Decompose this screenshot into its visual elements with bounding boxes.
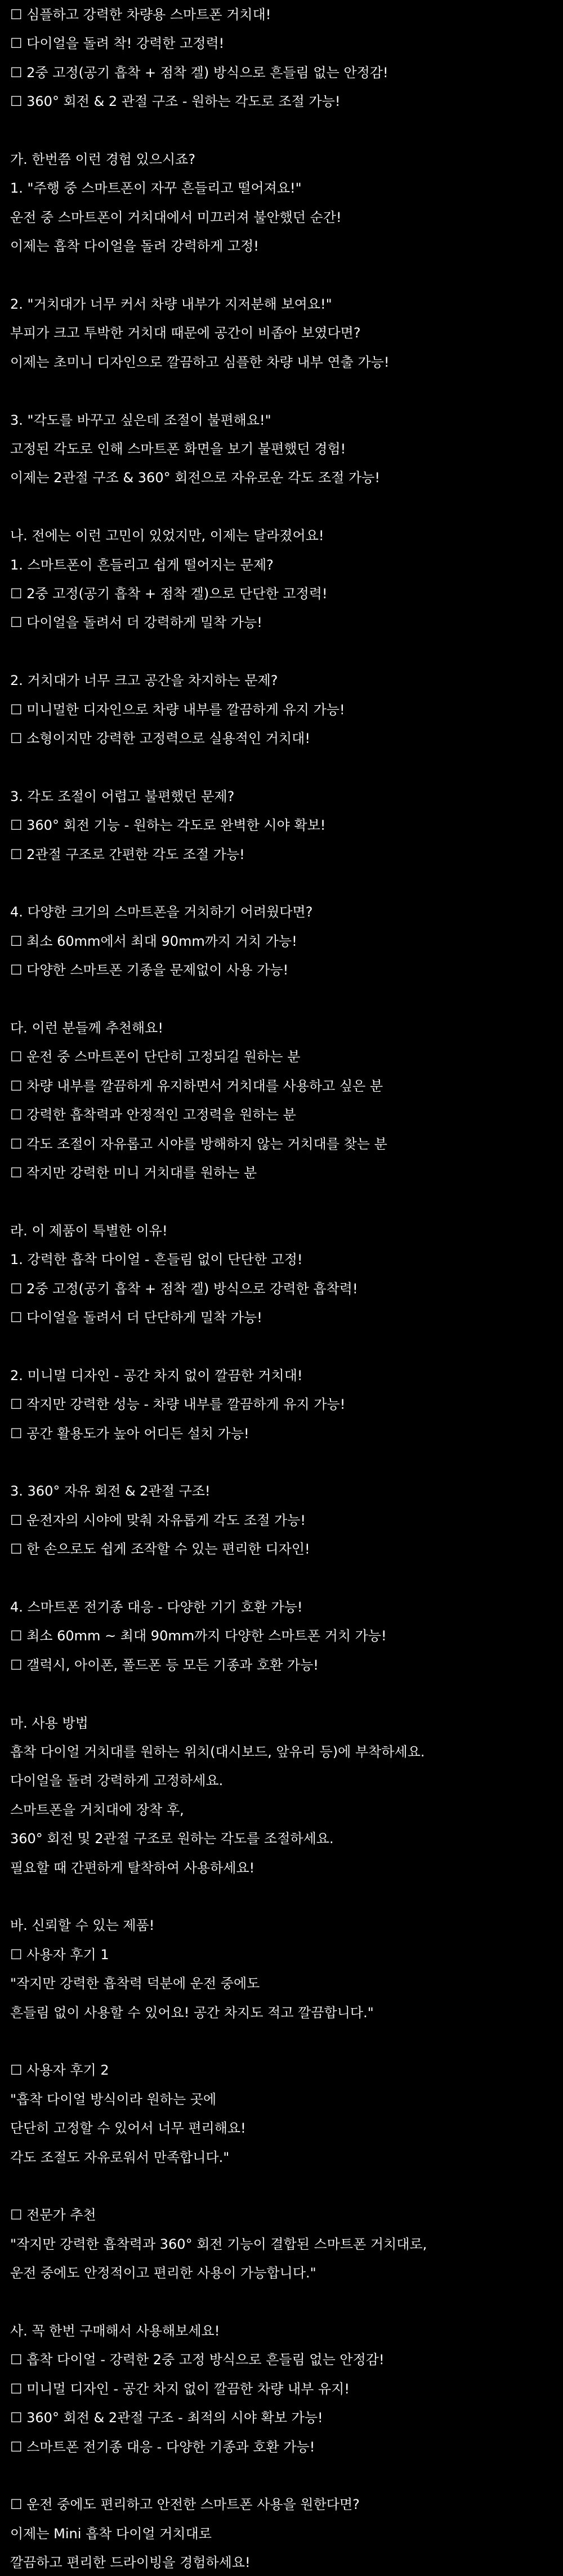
text-line: ☐ 360° 회전 & 2관절 구조 - 최적의 시야 확보 가능! [10, 2410, 323, 2426]
blank-line [0, 377, 563, 404]
text-line: ☐ 다양한 스마트폰 기종을 문제없이 사용 가능! [10, 962, 289, 978]
text-line: ☐ 운전 중에도 편리하고 안전한 스마트폰 사용을 원한다면? [10, 2497, 360, 2513]
blank-line [0, 2173, 563, 2200]
text-line: ☐ 사용자 후기 1 [10, 1946, 109, 1963]
text-line: 라. 이 제품이 특별한 이유! [10, 1222, 168, 1239]
text-line: 4. 다양한 크기의 스마트폰을 거치하기 어려웠다면? [10, 904, 313, 920]
text-line: 이제는 Mini 흡착 다이얼 거치대로 [10, 2525, 212, 2542]
blank-line [0, 870, 563, 897]
text-line: 바. 신뢰할 수 있는 제품! [10, 1917, 155, 1934]
text-line: 각도 조절도 자유로워서 만족합니다." [10, 2149, 230, 2165]
text-line: 마. 사용 방법 [10, 1715, 88, 1731]
text-line: ☐ 최소 60mm ~ 최대 90mm까지 다양한 스마트폰 거치 가능! [10, 1628, 387, 1644]
text-line: 3. 각도 조절이 어렵고 불편했던 문제? [10, 788, 235, 804]
text-line: 고정된 각도로 인해 스마트폰 화면을 보기 불편했던 경험! [10, 441, 346, 457]
blank-line [0, 2289, 563, 2316]
blank-line [0, 1883, 563, 1910]
text-line: ☐ 갤럭시, 아이폰, 폴드폰 등 모든 기종과 호환 가능! [10, 1657, 319, 1673]
text-line: ☐ 강력한 흡착력과 안정적인 고정력을 원하는 분 [10, 1107, 296, 1123]
text-line: ☐ 흡착 다이얼 - 강력한 2중 고정 방식으로 흔들림 없는 안정감! [10, 2352, 385, 2368]
text-line: "작지만 강력한 흡착력과 360° 회전 기능이 결합된 스마트폰 거치대로, [10, 2236, 427, 2252]
text-line: 깔끔하고 편리한 드라이빙을 경험하세요! [10, 2555, 251, 2571]
text-line: 다이얼을 돌려 강력하게 고정하세요. [10, 1773, 224, 1789]
text-line: 필요할 때 간편하게 탈착하여 사용하세요! [10, 1859, 255, 1876]
text-line: ☐ 작지만 강력한 미니 거치대를 원하는 분 [10, 1165, 257, 1181]
text-line: 나. 전에는 이런 고민이 있었지만, 이제는 달라졌어요! [10, 528, 324, 544]
text-line: ☐ 2중 고정(공기 흡착 + 점착 겔)으로 단단한 고정력! [10, 586, 328, 602]
text-line: 3. 360° 자유 회전 & 2관절 구조! [10, 1483, 211, 1500]
text-line: 운전 중에도 안정적이고 편리한 사용이 가능합니다." [10, 2265, 316, 2281]
blank-line [0, 986, 563, 1013]
text-line: 단단히 고정할 수 있어서 너무 편리해요! [10, 2120, 246, 2137]
text-line: "작지만 강력한 흡착력 덕분에 운전 중에도 [10, 1976, 260, 1992]
blank-line [0, 754, 563, 781]
blank-line [0, 1188, 563, 1215]
text-line: ☐ 2중 고정(공기 흡착 + 점착 겔) 방식으로 흔들림 없는 안정감! [10, 64, 388, 81]
text-line: ☐ 최소 60mm에서 최대 90mm까지 거치 가능! [10, 933, 297, 949]
text-line: 운전 중 스마트폰이 거치대에서 미끄러져 불안했던 순간! [10, 209, 342, 225]
text-line: ☐ 차량 내부를 깔끔하게 유지하면서 거치대를 사용하고 싶은 분 [10, 1078, 383, 1094]
text-line: ☐ 다이얼을 돌려서 더 강력하게 밀착 가능! [10, 615, 262, 631]
blank-line [0, 2028, 563, 2055]
text-line: ☐ 각도 조절이 자유롭고 시야를 방해하지 않는 거치대를 찾는 분 [10, 1136, 387, 1152]
text-line: ☐ 한 손으로도 쉽게 조작할 수 있는 편리한 디자인! [10, 1541, 310, 1558]
text-line: ☐ 심플하고 강력한 차량용 스마트폰 거치대! [10, 7, 271, 23]
text-line: 부피가 크고 투박한 거치대 때문에 공간이 비좁아 보였다면? [10, 325, 361, 341]
text-line: ☐ 다이얼을 돌려 착! 강력한 고정력! [10, 35, 225, 52]
blank-line [0, 1333, 563, 1360]
text-line: 360° 회전 및 2관절 구조로 원하는 각도를 조절하세요. [10, 1831, 334, 1847]
text-line: ☐ 미니멀 디자인 - 공간 차지 없이 깔끔한 차량 내부 유지! [10, 2381, 350, 2397]
blank-line [0, 638, 563, 665]
text-line: ☐ 전문가 추천 [10, 2207, 96, 2223]
text-line: 1. 스마트폰이 흔들리고 쉽게 떨어지는 문제? [10, 557, 274, 573]
text-line: 3. "각도를 바꾸고 싶은데 조절이 불편해요!" [10, 412, 271, 428]
text-line: "흡착 다이얼 방식이라 원하는 곳에 [10, 2091, 217, 2107]
text-line: 이제는 초미니 디자인으로 깔끔하고 심플한 차량 내부 연출 가능! [10, 354, 390, 370]
text-line: ☐ 스마트폰 전기종 대응 - 다양한 기종과 호환 가능! [10, 2439, 315, 2455]
text-line: ☐ 운전자의 시야에 맞춰 자유롭게 각도 조절 가능! [10, 1512, 306, 1528]
text-line: ☐ 360° 회전 & 2 관절 구조 - 원하는 각도로 조절 가능! [10, 94, 341, 110]
text-line: ☐ 작지만 강력한 성능 - 차량 내부를 깔끔하게 유지 가능! [10, 1396, 346, 1413]
text-line: 가. 한번쯤 이런 경험 있으시죠? [10, 152, 196, 167]
text-line: 다. 이런 분들께 추천해요! [10, 1020, 163, 1036]
text-line: 이제는 흡착 다이얼을 돌려 강력하게 고정! [10, 238, 259, 255]
text-line: ☐ 사용자 후기 2 [10, 2062, 109, 2079]
text-line: ☐ 다이얼을 돌려서 더 단단하게 밀착 가능! [10, 1310, 262, 1325]
text-line: ☐ 소형이지만 강력한 고정력으로 실용적인 거치대! [10, 731, 310, 746]
text-line: ☐ 2관절 구조로 간편한 각도 조절 가능! [10, 846, 245, 862]
blank-line [0, 117, 563, 144]
blank-line [0, 2462, 563, 2489]
text-line: 2. 미니멀 디자인 - 공간 차지 없이 깔끔한 거치대! [10, 1367, 303, 1383]
text-line: ☐ 공간 활용도가 높아 어디든 설치 가능! [10, 1425, 249, 1442]
text-line: ☐ 운전 중 스마트폰이 단단히 고정되길 원하는 분 [10, 1049, 301, 1065]
text-line: 흔들림 없이 사용할 수 있어요! 공간 차지도 적고 깔끔합니다." [10, 2004, 374, 2021]
text-line: 사. 꼭 한번 구매해서 사용해보세요! [10, 2323, 220, 2339]
blank-line [0, 1449, 563, 1476]
blank-line [0, 262, 563, 289]
text-line: ☐ 360° 회전 기능 - 원하는 각도로 완벽한 시야 확보! [10, 817, 326, 834]
text-line: ☐ 미니멀한 디자인으로 차량 내부를 깔끔하게 유지 가능! [10, 701, 345, 718]
text-line: 이제는 2관절 구조 & 360° 회전으로 자유로운 각도 조절 가능! [10, 470, 380, 486]
text-line: 2. "거치대가 너무 커서 차량 내부가 지저분해 보여요!" [10, 296, 332, 312]
text-line: 스마트폰을 거치대에 장착 후, [10, 1801, 184, 1818]
blank-line [0, 1680, 563, 1707]
blank-line [0, 493, 563, 520]
text-line: 1. "주행 중 스마트폰이 자꾸 흔들리고 떨어져요!" [10, 180, 302, 197]
text-line: 흡착 다이얼 거치대를 원하는 위치(대시보드, 앞유리 등)에 부착하세요. [10, 1744, 425, 1760]
text-line: ☐ 2중 고정(공기 흡착 + 점착 겔) 방식으로 강력한 흡착력! [10, 1280, 358, 1297]
blank-line [0, 1565, 563, 1592]
text-line: 2. 거치대가 너무 크고 공간을 차지하는 문제? [10, 673, 278, 689]
text-line: 4. 스마트폰 전기종 대응 - 다양한 기기 호환 가능! [10, 1599, 303, 1615]
text-line: 1. 강력한 흡착 다이얼 - 흔들림 없이 단단한 고정! [10, 1252, 303, 1268]
